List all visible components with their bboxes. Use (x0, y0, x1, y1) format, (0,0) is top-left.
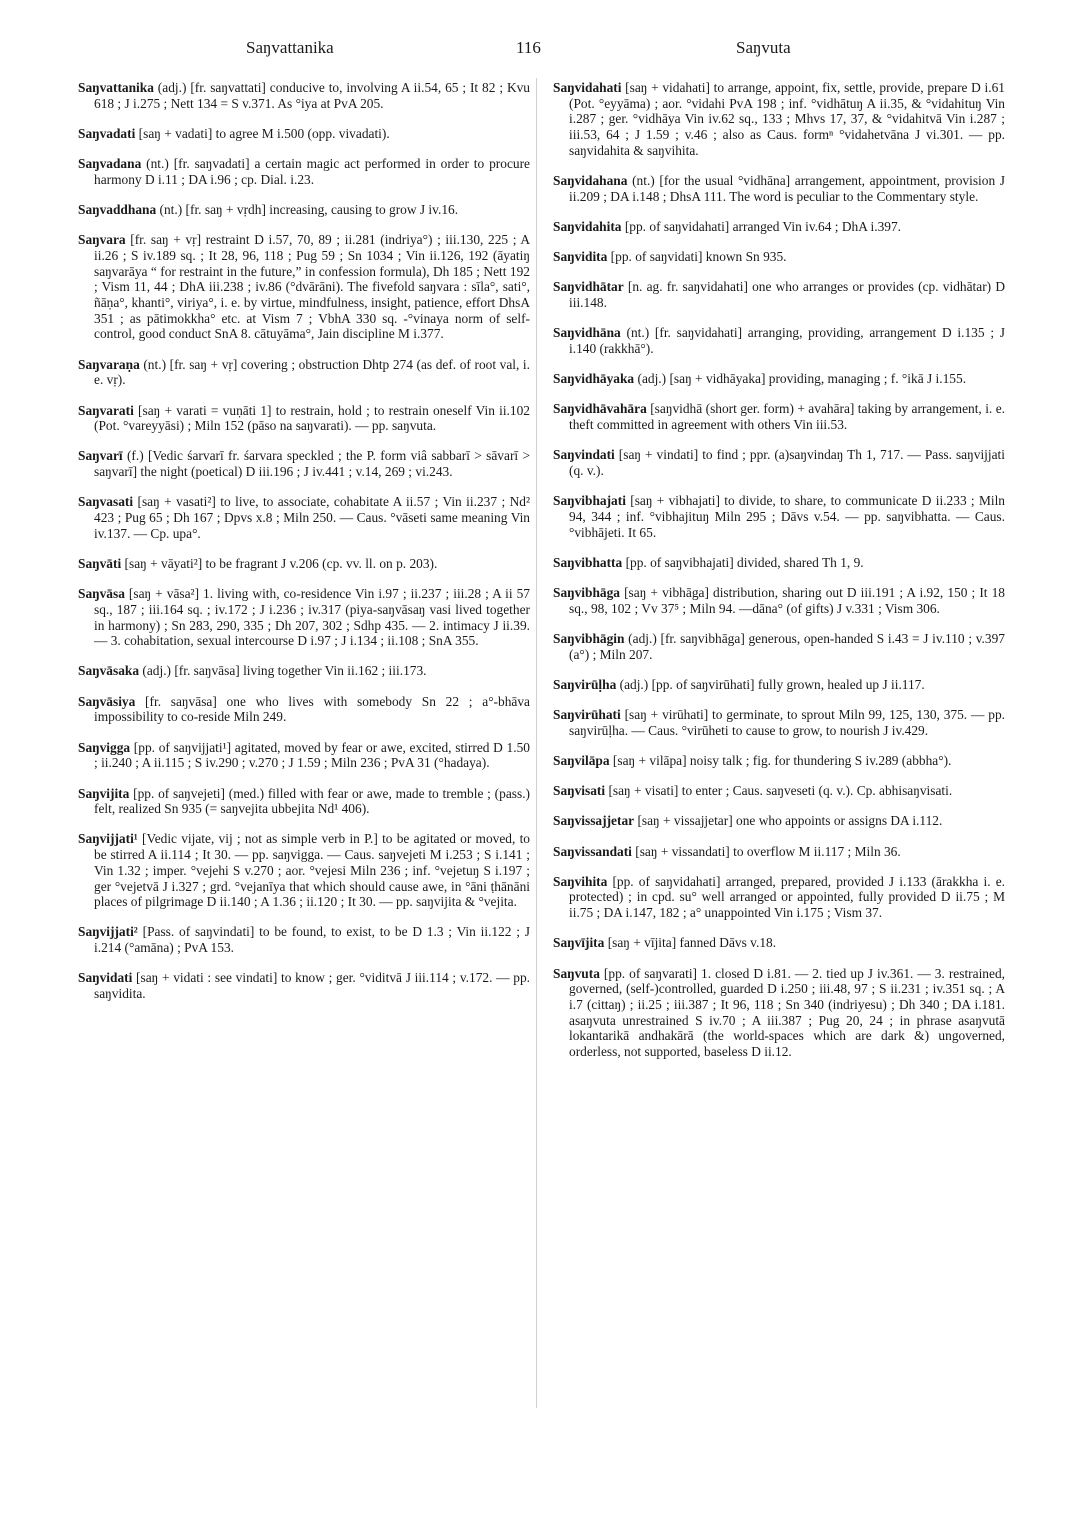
entry-headword: Saŋvattanika (78, 80, 154, 95)
entry-headword: Saŋvījita (553, 935, 605, 951)
entry-definition: [saŋ + vissajjetar] one who appoints or assigns DA i.112. (634, 813, 943, 829)
dictionary-entry (78, 202, 530, 218)
dictionary-entry (78, 156, 530, 187)
dictionary-entry (553, 844, 1005, 860)
entry-headword: Saŋvasati (78, 494, 134, 510)
entry-definition: (f.) [Vedic śarvarī fr. śarvara speckled ; the P. form viâ sabbarī > sāvarī > saŋvarī] the night (poetical) D iii.196 ; J iv.441 ; v.14, 269 ; vi.243. (94, 448, 530, 480)
entry-headword: Saŋvigga (78, 739, 131, 755)
dictionary-entry (78, 740, 530, 771)
entry-definition: (adj.) [fr. saŋvattati] conducive to, involving A ii.54, 65 ; It 82 ; Kvu 618 ; J i.275 ; Nett 134 = S v.371. As °iya at PvA 205. (94, 80, 530, 111)
entry-headword: Saŋvijjati² (78, 924, 138, 940)
page-number: 116 (516, 38, 541, 57)
entry-headword: Saŋvidita (553, 249, 608, 265)
dictionary-entry (553, 249, 1005, 265)
entry-definition: [pp. of saŋvibhajati] divided, shared Th 1, 9. (622, 554, 864, 570)
entry-definition: [saŋ + vibhāga] distribution, sharing out D iii.191 ; A i.92, 150 ; It 18 sq., 98, 102 ; Vv 37⁵ ; Miln 94. —dāna° (of gifts) J v.331 ; Vism 306. (569, 584, 1005, 616)
entry-headword: Saŋvāsiya (78, 693, 136, 709)
entry-headword: Saŋvarati (78, 402, 134, 418)
entry-definition: (adj.) [fr. saŋvāsa] living together Vin ii.162 ; iii.173. (139, 663, 427, 679)
entry-definition: (nt.) [for the usual °vidhāna] arrangement, appointment, provision J ii.209 ; DA i.148 ; DhsA 111. The word is peculiar to the Commentary style. (569, 173, 1005, 204)
entry-definition: [fr. saŋ + vṛ] restraint D i.57, 70, 89 ; ii.281 (indriya°) ; iii.130, 225 ; A ii.26 ; S iv.189 sq. ; It 28, 96, 118 ; Pug 59 ; Sn 1034 ; Vin ii.126, 192 (āyatiŋ saŋvarāya “ for restraint in the future,” in confession formula), Dh 185 ; Nett 192 ; Vism 11, 44 ; DhA iii.238 ; iv.86 (°dvārāni). The fivefold saŋvara : sīla°, sati°, ñāṇa°, khanti°, viriya°, i. e. by virtue, mindfulness, insight, patience, effort DhsA 351 ; as pātimokkha° etc. at Vism 7 ; VbhA 330 sq. -°vinaya norm of self-control, good conduct SnA 8. cātuyāma°, Jain discipline M i.377. (94, 232, 530, 342)
entry-headword: Saŋvindati (553, 447, 615, 463)
entry-headword: Saŋvibhatta (553, 554, 623, 570)
entry-definition: [pp. of saŋvidahati] arranged, prepared, provided J i.133 (ārakkha i. e. protected) ; in cpd. su° well arranged or appointed, fully provided D ii.75 ; M ii.75 ; DA i.147, 182 ; a° unappointed Vin i.175 ; Vism 37. (569, 873, 1005, 921)
entry-headword: Saŋvijjati¹ (78, 831, 138, 847)
column-divider (536, 78, 537, 1408)
dictionary-entry (553, 874, 1005, 921)
dictionary-entry (553, 325, 1005, 356)
entry-headword: Saŋvissandati (553, 843, 632, 859)
entry-definition: [saŋ + vadati] to agree M i.500 (opp. vivadati). (135, 125, 390, 141)
dictionary-entry (553, 585, 1005, 616)
dictionary-entry (78, 556, 530, 572)
dictionary-entry (78, 970, 530, 1001)
dictionary-entry (78, 494, 530, 541)
entry-definition: [Vedic vijate, vij ; not as simple verb in P.] to be agitated or moved, to be stirred A ii.114 ; It 30. — pp. saŋvigga. — Caus. saŋvejeti M i.253 ; S i.141 ; Vin 1.32 ; imper. °vejehi S v.270 ; aor. °vejesi Miln 236 ; inf. °vejetuŋ S i.197 ; ger °vejetvā J i.327 ; grd. °vejanīya that which should cause awe, in °āni ṭhānāni places of pilgrimage D ii.140 ; A 1.36 ; ii.120 ; It 30. — pp. saŋvijita & °vejita. (94, 831, 530, 910)
dictionary-entry (78, 924, 530, 955)
entry-headword: Saŋvibhāgin (553, 630, 625, 646)
dictionary-entry (553, 493, 1005, 540)
dictionary-entry (553, 371, 1005, 387)
entry-definition: [saŋ + vāyati²] to be fragrant J v.206 (cp. vv. ll. on p. 203). (121, 555, 438, 571)
entry-definition: [saŋvidhā (short ger. form) + avahāra] taking by arrangement, i. e. theft committed in agreement with others Vin iii.53. (569, 401, 1005, 433)
entry-headword: Saŋvāsaka (78, 663, 140, 679)
entry-definition: [fr. saŋvāsa] one who lives with somebody Sn 22 ; a°-bhāva impossibility to co-reside Miln 249. (94, 693, 530, 725)
entry-definition: [saŋ + vāsa²] 1. living with, co-residence Vin i.97 ; ii.237 ; iii.28 ; A ii 57 sq., 187 ; iii.164 sq. ; iv.172 ; J i.236 ; iv.317 (piya-saŋvāsaŋ vasi lived together in harmony) ; Sn 283, 290, 335 ; Dh 207, 302 ; Sdhp 435. — 2. intimacy J ii.39. — 3. cohabitation, sexual intercourse D i.97 ; J i.134 ; ii.108 ; SnA 355. (94, 586, 530, 649)
entry-headword: Saŋvarī (78, 448, 123, 464)
dictionary-entry (553, 966, 1005, 1060)
dictionary-entry (78, 80, 530, 111)
dictionary-entry (553, 677, 1005, 693)
dictionary-entry (78, 831, 530, 910)
dictionary-entry (553, 173, 1005, 204)
entry-headword: Saŋvāsa (78, 586, 125, 602)
entry-definition: [pp. of saŋvidati] known Sn 935. (607, 249, 787, 265)
left-column (78, 80, 530, 1016)
entry-headword: Saŋvibhajati (553, 493, 626, 509)
entry-definition: [n. ag. fr. saŋvidahati] one who arranges or provides (cp. vidhātar) D iii.148. (569, 279, 1005, 311)
dictionary-entry (553, 401, 1005, 432)
entry-headword: Saŋvara (78, 232, 126, 248)
entry-definition: [pp. of saŋvarati] 1. closed D i.81. — 2. tied up J iv.361. — 3. restrained, governed, (self-)controlled, guarded D i.250 ; iii.48, 97 ; S ii.231 ; iv.351 sq. ; A i.7 (cittaŋ) ; ii.25 ; iii.387 ; It 96, 118 ; Sn 340 (indriyesu) ; Dh 340 ; DA i.181. asaŋvuta unrestrained S iv.70 ; A iii.387 ; Pug 20, 24 ; in phrase asaŋvutā lokantarikā andhakārā (the world-spaces which are dark &) ungoverned, orderless, not supported, baseless D ii.12. (569, 965, 1005, 1060)
entry-definition: [Pass. of saŋvindati] to be found, to exist, to be D 1.3 ; Vin ii.122 ; J i.214 (°amāna) ; PvA 153. (94, 924, 530, 956)
dictionary-entry (78, 663, 530, 679)
entry-headword: Saŋvibhāga (553, 584, 620, 600)
dictionary-entry (78, 448, 530, 479)
entry-headword: Saŋvidati (78, 970, 133, 986)
entry-headword: Saŋvidhāna (553, 325, 621, 341)
entry-definition: [saŋ + virūhati] to germinate, to sprout Miln 99, 125, 130, 375. — pp. saŋvirūḷha. — Caus. °virūheti to cause to grow, to nourish J iv.429. (569, 706, 1005, 738)
header-right-guideword: Saŋvuta (736, 38, 791, 57)
dictionary-entry (78, 403, 530, 434)
dictionary-entry (553, 447, 1005, 478)
entry-headword: Saŋvadana (78, 156, 142, 172)
entry-headword: Saŋvilāpa (553, 752, 610, 768)
entry-headword: Saŋvirūḷha (553, 676, 617, 692)
entry-headword: Saŋvāti (78, 555, 122, 571)
dictionary-entry (78, 357, 530, 388)
dictionary-entry (78, 786, 530, 817)
entry-definition: (adj.) [pp. of saŋvirūhati] fully grown, healed up J ii.117. (616, 676, 925, 692)
entry-headword: Saŋvirūhati (553, 706, 621, 722)
dictionary-entry (553, 707, 1005, 738)
dictionary-entry (553, 753, 1005, 769)
entry-definition: [saŋ + varati = vuṇāti 1] to restrain, hold ; to restrain oneself Vin ii.102 (Pot. °vareyyāsi) ; Miln 152 (pāso na saŋvarati). — pp. saŋvuta. (94, 402, 530, 434)
entry-headword: Saŋvadati (78, 125, 136, 141)
entry-headword: Saŋvidhāyaka (553, 371, 635, 387)
entry-definition: [saŋ + vījita] fanned Dāvs v.18. (604, 935, 777, 951)
entry-definition: [saŋ + vidati : see vindati] to know ; ger. °viditvā J iii.114 ; v.172. — pp. saŋvidita. (94, 970, 530, 1002)
entry-definition: (adj.) [saŋ + vidhāyaka] providing, managing ; f. °ikā J i.155. (634, 371, 967, 387)
entry-headword: Saŋvidahita (553, 218, 622, 234)
entry-definition: [pp. of saŋvejeti] (med.) filled with fear or awe, made to tremble ; (pass.) felt, realized Sn 935 (= saŋvejita ubbejita Nd¹ 406). (94, 785, 530, 817)
dictionary-entry (78, 126, 530, 142)
page-header (76, 38, 1006, 64)
entry-definition: [saŋ + vilāpa] noisy talk ; fig. for thundering S iv.289 (abbha°). (609, 752, 952, 768)
entry-definition: (nt.) [fr. saŋvadati] a certain magic act performed in order to procure harmony D i.11 ; DA i.96 ; cp. Dial. i.23. (94, 156, 530, 187)
entry-definition: [pp. of saŋvijjati¹] agitated, moved by fear or awe, excited, stirred D 1.50 ; ii.240 ; A ii.115 ; S iv.290 ; v.270 ; J 1.59 ; Miln 236 ; PvA 31 (°hadaya). (94, 739, 530, 771)
entry-headword: Saŋvissajjetar (553, 813, 635, 829)
entry-headword: Saŋvidhātar (553, 279, 624, 295)
entry-definition: (nt.) [fr. saŋ + vṛdh] increasing, causing to grow J iv.16. (156, 202, 459, 218)
entry-definition: [saŋ + visati] to enter ; Caus. saŋveseti (q. v.). Cp. abhisaŋvisati. (605, 783, 953, 799)
dictionary-entry (78, 694, 530, 725)
dictionary-entry (553, 935, 1005, 951)
dictionary-entry (553, 80, 1005, 159)
dictionary-entry (553, 555, 1005, 571)
dictionary-entry (553, 783, 1005, 799)
dictionary-entry (78, 586, 530, 649)
entry-definition: (nt.) [fr. saŋ + vṛ] covering ; obstruction Dhtp 274 (as def. of root val, i. e. vṛ). (94, 356, 530, 388)
right-column (553, 80, 1005, 1074)
dictionary-entry (553, 279, 1005, 310)
dictionary-entry (553, 813, 1005, 829)
entry-definition: (nt.) [fr. saŋvidahati] arranging, providing, arrangement D i.135 ; J i.140 (rakkhā°). (569, 325, 1005, 356)
dictionary-entry (553, 219, 1005, 235)
dictionary-entry (78, 232, 530, 342)
entry-definition: [saŋ + vissandati] to overflow M ii.117 ; Miln 36. (631, 843, 901, 859)
entry-headword: Saŋvaddhana (78, 202, 157, 218)
entry-definition: [saŋ + vasati²] to live, to associate, cohabitate A ii.57 ; Vin ii.237 ; Nd² 423 ; Pug 65 ; Dh 167 ; Dpvs x.8 ; Miln 250. — Caus. °vāseti same meaning Vin iv.137. — Cp. upa°. (94, 494, 530, 541)
entry-headword: Saŋvisati (553, 783, 606, 799)
entry-headword: Saŋvuta (553, 965, 600, 981)
header-left-guideword: Saŋvattanika (246, 38, 334, 57)
entry-definition: (adj.) [fr. saŋvibhāga] generous, open-handed S i.43 = J iv.110 ; v.397 (a°) ; Miln 207. (569, 630, 1005, 662)
entry-headword: Saŋvidahati (553, 80, 622, 95)
entry-headword: Saŋvaraṇa (78, 356, 140, 372)
entry-definition: [saŋ + vidahati] to arrange, appoint, fix, settle, provide, prepare D i.61 (Pot. °eyyāma) ; aor. °vidahi PvA 198 ; inf. °vidhātuŋ A ii.35, & °vidahituŋ Vin i.287 ; ger. °vidhāya Vin iv.62 sq., 133 ; Mhvs 17, 37, & °vidahitvā Vin i.287 ; iii.53, 64 ; J 1.59 ; v.46 ; also as Caus. formⁿ °vidahetvāna J vi.301. — pp. saŋvidahita & saŋvihita. (569, 80, 1005, 158)
entry-headword: Saŋvidhāvahāra (553, 401, 647, 417)
entry-definition: [saŋ + vindati] to find ; ppr. (a)saŋvindaŋ Th 1, 717. — Pass. saŋvijjati (q. v.). (569, 447, 1005, 478)
dictionary-entry (553, 631, 1005, 662)
entry-headword: Saŋvidahana (553, 173, 628, 189)
entry-definition: [pp. of saŋvidahati] arranged Vin iv.64 ; DhA i.397. (621, 218, 902, 234)
entry-headword: Saŋvijita (78, 785, 130, 801)
entry-definition: [saŋ + vibhajati] to divide, to share, to communicate D ii.233 ; Miln 94, 344 ; inf. °vibhajituŋ Miln 295 ; Dāvs v.54. — pp. saŋvibhatta. — Caus. °vibhājeti. It 65. (569, 493, 1005, 540)
entry-headword: Saŋvihita (553, 873, 608, 889)
